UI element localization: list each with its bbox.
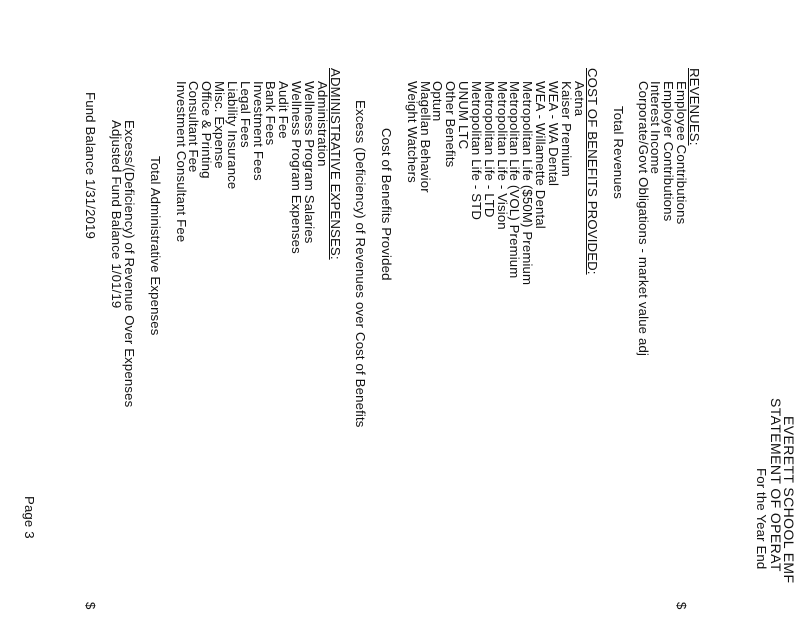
benefit-item: Metropolitan Life (VOL) Premium xyxy=(507,81,522,279)
cost-of-benefits-total-label: Cost of Benefits Provided xyxy=(379,128,394,281)
benefit-item: Aetna xyxy=(572,81,587,117)
fund-balance-label: Fund Balance 1/31/2019 xyxy=(83,92,98,240)
benefit-item: WEA - Willamette Dental xyxy=(533,81,548,229)
benefit-item: WEA - WA Dental xyxy=(546,81,561,187)
revenues-heading: REVENUES: xyxy=(687,68,702,146)
total-revenues-label: Total Revenues xyxy=(611,106,626,200)
benefit-item: Metropolitan Life ($50M) Premium xyxy=(520,81,535,286)
report-title-line3: For the Year End xyxy=(754,468,769,570)
admin-expense-item: Investment Consultant Fee xyxy=(174,81,189,243)
admin-expense-item: Misc. Expense xyxy=(212,81,227,169)
benefit-item: Metropolitan Life - Vision xyxy=(495,81,510,230)
admin-expense-item: Investment Fees xyxy=(251,81,266,181)
page-number: Page 3 xyxy=(22,496,37,539)
admin-expense-item: Office & Printing xyxy=(199,81,214,179)
benefit-item: Kaiser Premium xyxy=(559,81,574,177)
admin-expense-item: Liability Insurance xyxy=(225,81,240,190)
excess-over-benefits-label: Excess (Deficiency) of Revenues over Cost of Benefits xyxy=(353,100,368,428)
benefit-item: Weight Watchers xyxy=(405,81,420,183)
benefit-item: Magellan Behavior xyxy=(418,81,433,193)
adjusted-fund-balance-label: Adjusted Fund Balance 1/01/19 xyxy=(109,120,124,309)
report-title-line1: EVERETT SCHOOL EMF xyxy=(781,416,797,584)
total-administrative-label: Total Administrative Expenses xyxy=(148,156,163,336)
report-title-line2: STATEMENT OF OPERAT xyxy=(768,398,784,572)
benefit-item: Metropolitan Life - STD xyxy=(469,81,484,221)
admin-expense-item: Bank Fees xyxy=(263,81,278,146)
revenue-item: Employee Contributions xyxy=(674,81,689,225)
administrative-expenses-heading: ADMINISTRATIVE EXPENSES: xyxy=(328,68,343,260)
excess-over-expenses-label: Excess/(Deficiency) of Revenue Over Expenses xyxy=(122,120,137,408)
revenue-item: Employer Contributions xyxy=(661,81,676,222)
benefit-item: UNUM LTC xyxy=(456,81,471,150)
benefit-item: Optum xyxy=(430,81,445,122)
admin-expense-item: Consultant Fee xyxy=(186,81,201,173)
revenues-currency-symbol: $ xyxy=(674,602,689,610)
benefit-item: Other Benefits xyxy=(443,81,458,168)
cost-of-benefits-heading: COST OF BENEFITS PROVIDED: xyxy=(585,68,600,275)
benefit-item: Metropolitan Life - LTD xyxy=(482,81,497,218)
fund-balance-currency-symbol: $ xyxy=(83,602,98,610)
admin-expense-item: Legal Fees xyxy=(238,81,253,148)
admin-expense-item: Wellness Program Salaries xyxy=(302,81,317,244)
admin-expense-item: Wellness Program Expenses xyxy=(289,81,304,254)
admin-expense-item: Administration xyxy=(315,81,330,167)
revenue-item: Corporate/Govt Obligations - market value adj xyxy=(636,81,651,357)
revenue-item: Interest Income xyxy=(648,81,663,175)
admin-expense-item: Audit Fee xyxy=(276,81,291,139)
